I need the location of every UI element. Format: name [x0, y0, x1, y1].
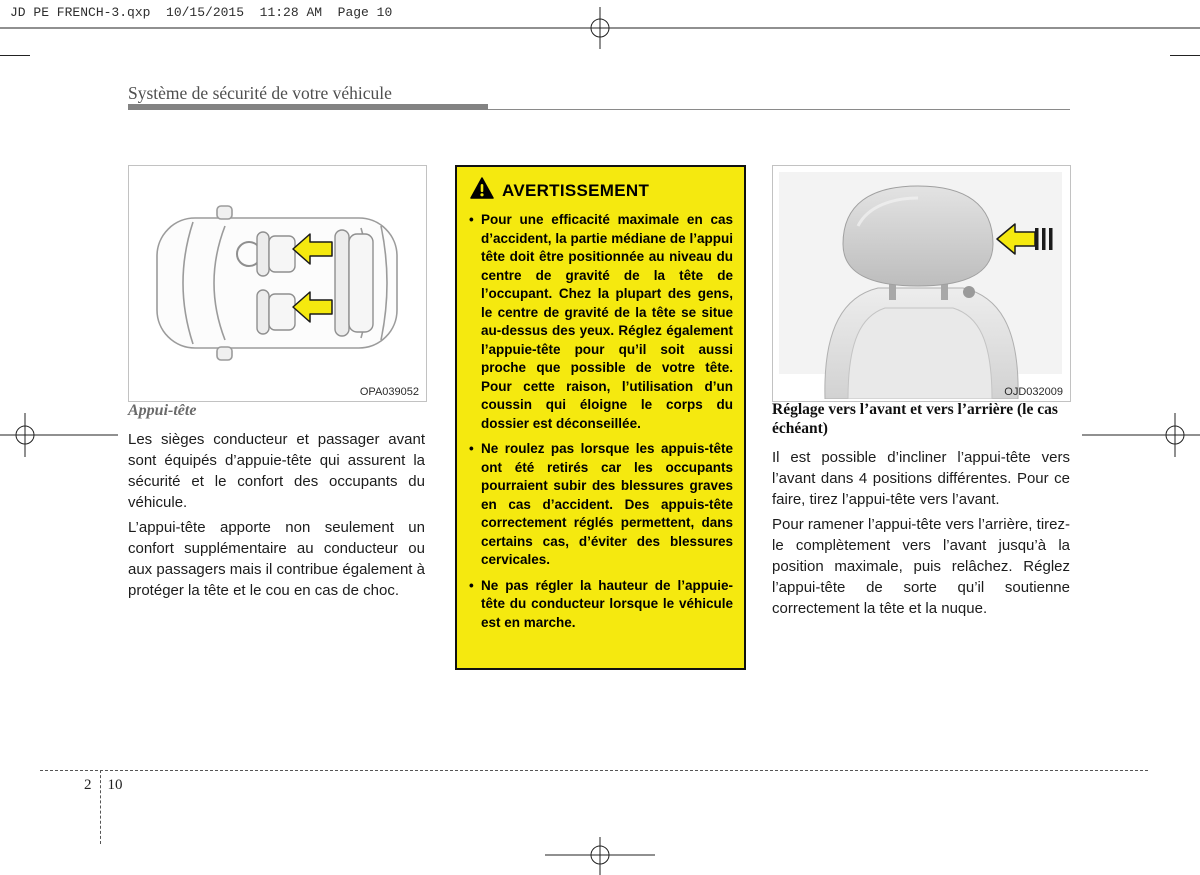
- adjustment-knob-shape: [963, 286, 975, 298]
- headrest-illustration: [773, 166, 1068, 399]
- figure-caption: OJD032009: [1004, 386, 1063, 398]
- body-paragraph: L’appui-tête apporte non seulement un confort supplémentaire au conducteur ou aux passagers mais il contribue également à protéger la tête et le cou en cas de choc.: [128, 519, 425, 599]
- figure-car-top-view: [128, 165, 427, 402]
- title-underline-rule: [488, 109, 1070, 110]
- car-top-view-illustration: [129, 166, 424, 399]
- figure-caption: OPA039052: [359, 386, 419, 398]
- page-number: [84, 777, 123, 794]
- registration-mark-top: [0, 0, 1200, 60]
- title-underline-bar: [128, 104, 488, 110]
- warning-triangle-icon: [470, 177, 494, 204]
- registration-mark-bottom: [545, 825, 655, 875]
- warning-item: • Ne roulez pas lorsque les appuis-tête ont été retirés car les occupants pourraient subir des blessures graves en cas d’accident. Des appuis-tête correctement réglés permettent, dans certains cas, d’éviter des blessures cervicales.: [468, 440, 733, 570]
- warning-header: [470, 177, 733, 204]
- section-reglage: [772, 400, 1070, 623]
- page-number-section: 2: [84, 777, 92, 793]
- warning-item: • Pour une efficacité maximale en cas d’accident, la partie médiane de l’appui tête doit être positionnée au niveau du centre de gravité de la tête de l’occupant. Chez la plupart des gens, le centre de gravité de la tête se situe au-dessus des yeux. Réglez également l’appuie-tête pour qu’il soit aussi proche que possible de votre tête. Pour cette raison, l’utilisation d’un coussin qui éloigne le corps du dossier est déconseillée.: [468, 211, 733, 433]
- page-number-value: 10: [107, 777, 123, 793]
- footer-dashed-rule: [40, 770, 1148, 771]
- warning-box: [455, 165, 746, 670]
- crop-tick-right: [1170, 55, 1200, 56]
- section-appui-tete: [128, 402, 425, 605]
- body-paragraph: Il est possible d’incliner l’appui-tête vers l’avant dans 4 positions différentes. Pour ce faire, tirez l’appui-tête vers l’avant.: [772, 449, 1070, 508]
- section-heading-appui-tete: Appui-tête: [128, 402, 197, 419]
- body-paragraph: Pour ramener l’appui-tête vers l’arrière, tirez-le complètement vers l’avant jusqu’à la position maximale, puis relâchez. Réglez l’appui-tête de sorte qu’il soutienne correctement la tête et la nuque.: [772, 516, 1070, 617]
- warning-item-list: [468, 211, 733, 632]
- page-title: Système de sécurité de votre véhicule: [128, 83, 392, 103]
- registration-mark-left: [0, 405, 130, 465]
- warning-item: • Ne pas régler la hauteur de l’appuie-tête du conducteur lorsque le véhicule est en marche.: [468, 577, 733, 633]
- crop-tick-left: [0, 55, 30, 56]
- print-slug-text: JD PE FRENCH-3.qxp 10/15/2015 11:28 AM Page 10: [10, 5, 393, 20]
- figure-headrest: [772, 165, 1071, 402]
- warning-title: AVERTISSEMENT: [502, 180, 650, 200]
- section-heading-reglage: Réglage vers l’avant et vers l’arrière (le cas échéant): [772, 401, 1058, 437]
- body-paragraph: Les sièges conducteur et passager avant sont équipés d’appuie-tête qui assurent la sécurité et le confort des occupants du véhicule.: [128, 431, 425, 511]
- registration-mark-right: [1070, 405, 1200, 465]
